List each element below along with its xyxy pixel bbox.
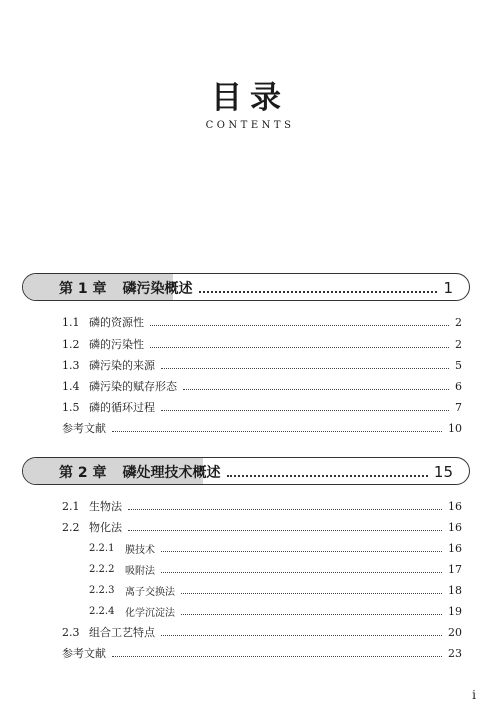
entry-page: 16 <box>448 499 462 513</box>
entry-title: 物化法 <box>89 521 122 534</box>
toc-entry-references[interactable] <box>62 419 462 437</box>
toc-subentry[interactable] <box>89 539 462 557</box>
entry-number: 2.2 <box>62 520 80 534</box>
toc-subentry[interactable] <box>89 581 462 599</box>
toc-entry-references[interactable] <box>62 644 462 662</box>
entry-page: 7 <box>455 400 462 414</box>
toc-entry[interactable] <box>62 313 462 331</box>
chapter-number: 第 1 章 <box>59 281 107 297</box>
entry-page: 17 <box>448 562 462 576</box>
chapter-number: 第 2 章 <box>59 465 107 481</box>
toc-entry[interactable] <box>62 335 462 353</box>
entry-title: 磷的资源性 <box>89 316 144 329</box>
entry-number: 1.4 <box>62 379 80 393</box>
toc-entry[interactable] <box>62 497 462 515</box>
entry-title: 磷的污染性 <box>89 338 144 351</box>
entry-number: 2.2.3 <box>89 584 115 596</box>
dot-leader <box>227 474 428 477</box>
toc-entry[interactable] <box>62 623 462 641</box>
dot-leader <box>150 347 449 348</box>
entry-number: 1.3 <box>62 358 80 372</box>
chapter-title: 磷污染概述 <box>122 281 193 297</box>
chapter-heading[interactable] <box>22 457 470 485</box>
entry-page: 6 <box>455 379 462 393</box>
toc-entry[interactable] <box>62 398 462 416</box>
toc-entry[interactable] <box>62 356 462 374</box>
entry-page: 2 <box>455 337 462 351</box>
entry-page: 18 <box>448 583 462 597</box>
toc-entry[interactable] <box>62 518 462 536</box>
entry-page: 16 <box>448 541 462 555</box>
entry-title: 化学沉淀法 <box>125 607 175 619</box>
dot-leader <box>161 368 449 369</box>
entry-page: 5 <box>455 358 462 372</box>
entry-title: 吸附法 <box>125 565 155 577</box>
dot-leader <box>112 431 442 432</box>
entry-title: 磷的循环过程 <box>89 401 155 414</box>
entry-title: 离子交换法 <box>125 586 175 598</box>
dot-leader <box>183 389 449 390</box>
entry-title: 参考文献 <box>62 647 106 660</box>
dot-leader <box>181 614 442 615</box>
entry-number: 1.2 <box>62 337 80 351</box>
toc-subentry[interactable] <box>89 602 462 620</box>
dot-leader <box>161 572 442 573</box>
entry-page: 19 <box>448 604 462 618</box>
entry-title: 磷污染的来源 <box>89 359 155 372</box>
dot-leader <box>161 635 442 636</box>
entry-number: 1.1 <box>62 315 80 329</box>
entry-number: 2.3 <box>62 625 80 639</box>
dot-leader <box>128 509 442 510</box>
entry-number: 2.2.1 <box>89 542 115 554</box>
entry-page: 16 <box>448 520 462 534</box>
entry-page: 20 <box>448 625 462 639</box>
toc-entry[interactable] <box>62 377 462 395</box>
entry-number: 2.2.2 <box>89 563 115 575</box>
entry-title: 参考文献 <box>62 422 106 435</box>
entry-number: 1.5 <box>62 400 80 414</box>
dot-leader <box>199 290 438 293</box>
dot-leader <box>181 593 442 594</box>
entry-number: 2.1 <box>62 499 80 513</box>
entry-title: 组合工艺特点 <box>89 626 155 639</box>
page-title: 目录 <box>211 80 289 116</box>
dot-leader <box>128 530 442 531</box>
dot-leader <box>150 325 449 326</box>
entry-title: 膜技术 <box>125 544 155 556</box>
dot-leader <box>161 551 442 552</box>
entry-page: 2 <box>455 315 462 329</box>
entry-page: 10 <box>448 421 462 435</box>
chapter-heading[interactable] <box>22 273 470 301</box>
entry-number: 2.2.4 <box>89 605 115 617</box>
dot-leader <box>112 656 442 657</box>
entry-title: 磷污染的赋存形态 <box>89 380 177 393</box>
page-number: i <box>472 688 476 702</box>
chapter-page: 15 <box>433 463 453 481</box>
chapter-title: 磷处理技术概述 <box>122 465 221 481</box>
dot-leader <box>161 410 449 411</box>
entry-page: 23 <box>448 646 462 660</box>
entry-title: 生物法 <box>89 500 122 513</box>
toc-subentry[interactable] <box>89 560 462 578</box>
chapter-page: 1 <box>443 279 453 297</box>
page-subtitle: CONTENTS <box>205 120 295 131</box>
